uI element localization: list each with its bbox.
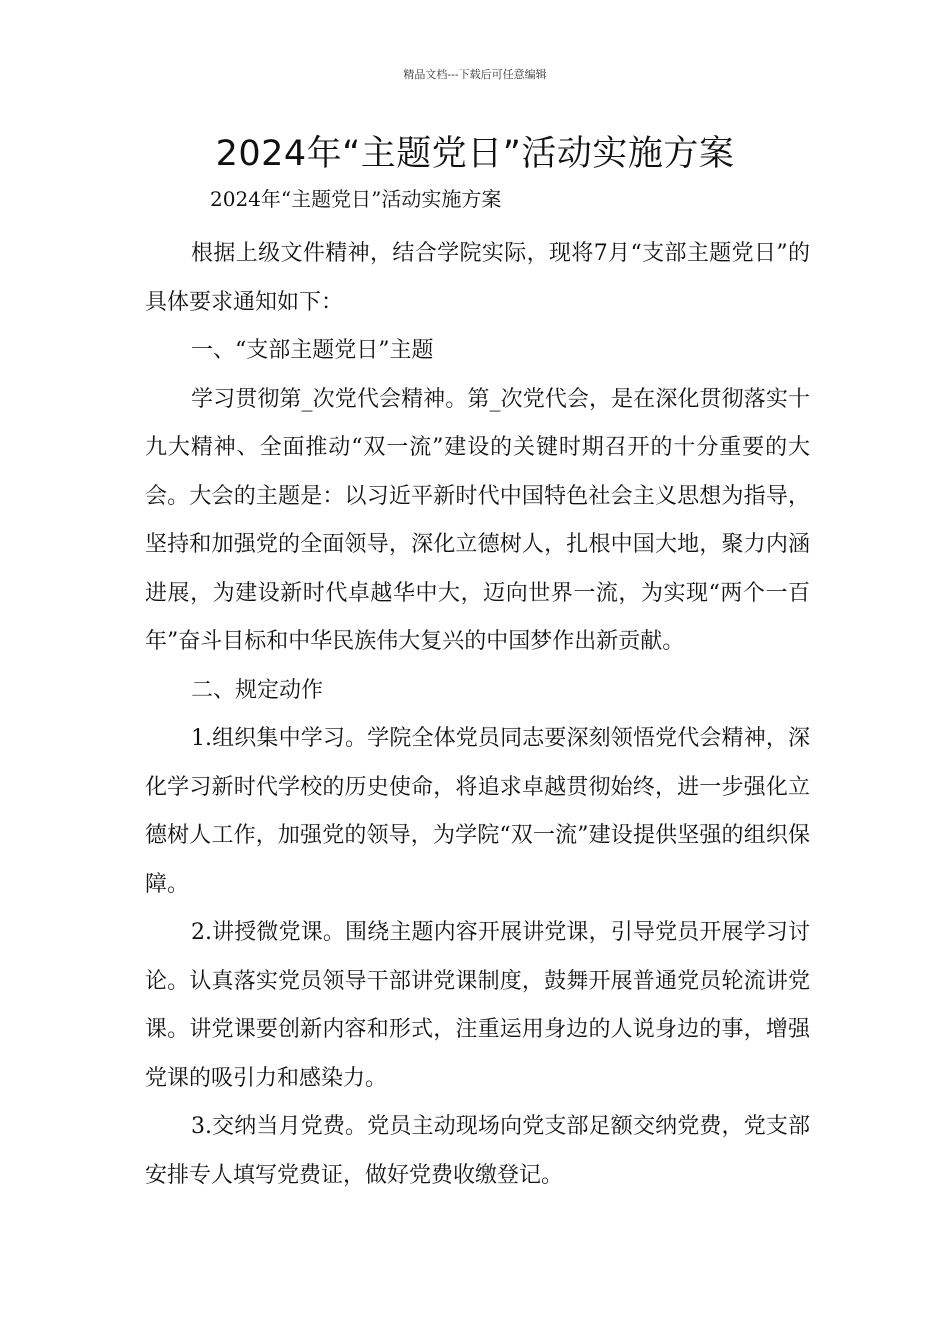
section-heading-theme: 一、“支部主题党日”主题 (191, 338, 434, 363)
paragraph-item-2: 2.讲授微党课。围绕主题内容开展讲党课，引导党员开展学习讨论。认真落实党员领导干部讲党课制度，鼓舞开展普通党员轮流讲党课。讲党课要创新内容和形式，注重运用身边的人说身边的事，增强党课的吸引力和感染力。 (145, 920, 810, 1091)
document-subtitle: 2024年“主题党日”活动实施方案 (210, 187, 502, 211)
section-heading-actions: 二、规定动作 (191, 677, 324, 703)
document-title: 2024年“主题党日”活动实施方案 (215, 134, 735, 174)
paragraph-item-3: 3.交纳当月党费。党员主动现场向党支部足额交纳党费，党支部安排专人填写党费证，做好党费收缴登记。 (145, 1114, 810, 1188)
paragraph-item-1: 1.组织集中学习。学院全体党员同志要深刻领悟党代会精神，深化学习新时代学校的历史使命，将追求卓越贯彻始终，进一步强化立德树人工作，加强党的领导，为学院“双一流”建设提供坚强的组织保障。 (145, 726, 810, 897)
header-watermark: 精品文档---下载后可任意编辑 (403, 68, 547, 81)
paragraph-intro: 根据上级文件精神，结合学院实际，现将7月“支部主题党日”的具体要求通知如下： (145, 241, 810, 315)
paragraph-theme: 学习贯彻第_次党代会精神。第_次党代会，是在深化贯彻落实十九大精神、全面推动“双一流”建设的关键时期召开的十分重要的大会。大会的主题是：以习近平新时代中国特色社会主义思想为指导，坚持和加强党的全面领导，深化立德树人，扎根中国大地，聚力内涵进展，为建设新时代卓越华中大，迈向世界一流，为实现“两个一百年”奋斗目标和中华民族伟大复兴的中国梦作出新贡献。 (145, 386, 810, 654)
document-body (145, 230, 810, 1200)
